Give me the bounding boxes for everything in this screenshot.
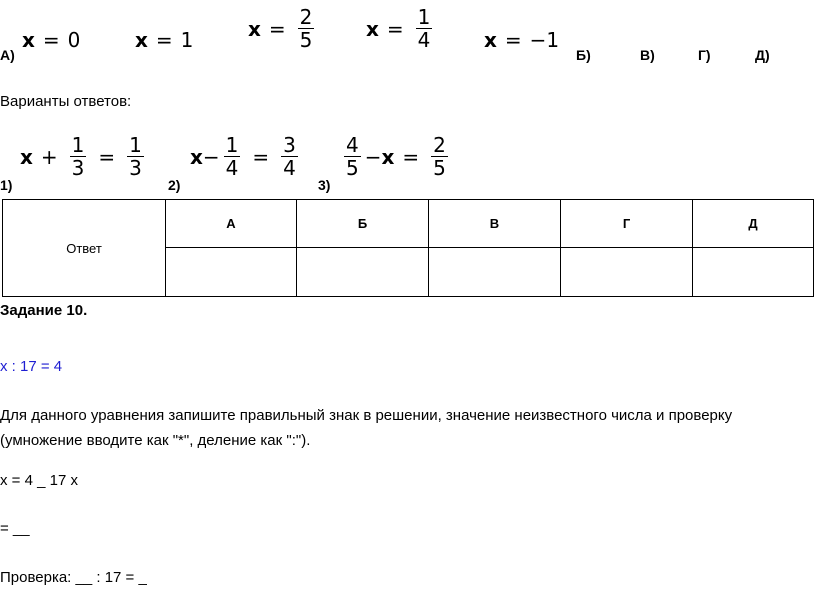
answer-cell-v[interactable] (429, 248, 561, 297)
task-equation: x : 17 = 4 (0, 358, 63, 375)
answer-3-equation: $\frac{4}{5}$ − x = $\frac{2}{5}$ (346, 133, 446, 180)
fraction: $\frac{4}{5}$ (346, 133, 359, 180)
answer-cell-g[interactable] (561, 248, 693, 297)
check-line: Проверка: __ : 17 = _ (0, 569, 147, 586)
fraction: $\frac{2}{5}$ (299, 5, 313, 52)
fraction: $\frac{3}{4}$ (283, 133, 296, 180)
task-title: Задание 10. (0, 302, 88, 319)
label-v: В) (640, 47, 655, 63)
answer-1-equation: x + $\frac{1}{3}$ = $\frac{1}{3}$ (20, 133, 142, 180)
fraction: $\frac{1}{3}$ (71, 133, 85, 180)
table-header-g: Г (561, 200, 693, 248)
answer-1-label: 1) (0, 177, 13, 193)
solution-line: x = 4 _ 17 x (0, 472, 78, 489)
fraction: $\frac{2}{5}$ (433, 133, 446, 180)
answer-2-equation: x − $\frac{1}{4}$ = $\frac{3}{4}$ (190, 133, 296, 180)
answer-cell-d[interactable] (693, 248, 814, 297)
equation-x-1-4: x = $\frac{1}{4}$ (366, 5, 431, 52)
label-a: А) (0, 47, 15, 63)
answer-cell-b[interactable] (297, 248, 429, 297)
equation-x-minus-1: x = −1 (484, 28, 560, 52)
fraction: $\frac{1}{4}$ (225, 133, 239, 180)
table-header-a: А (166, 200, 297, 248)
answer-row-label: Ответ (3, 200, 166, 297)
table-header-d: Д (693, 200, 814, 248)
table-header-v: В (429, 200, 561, 248)
fraction: $\frac{1}{4}$ (417, 5, 431, 52)
variants-title: Варианты ответов: (0, 93, 132, 110)
task-instruction-line1: Для данного уравнения запишите правильный знак в решении, значение неизвестного числа и проверку (0, 407, 733, 424)
equation-x-1: x = 1 (135, 28, 194, 52)
label-d: Д) (755, 47, 770, 63)
task-instruction-line2: (умножение вводите как "*", деление как ":"). (0, 432, 311, 449)
answer-cell-a[interactable] (166, 248, 297, 297)
label-g: Г) (698, 47, 711, 63)
equation-x-0: x = 0 (22, 28, 81, 52)
fraction: $\frac{1}{3}$ (129, 133, 142, 180)
equation-x-2-5: x = $\frac{2}{5}$ (248, 5, 313, 52)
table-header-b: Б (297, 200, 429, 248)
answer-2-label: 2) (168, 177, 181, 193)
label-b: Б) (576, 47, 591, 63)
answer-3-label: 3) (318, 177, 331, 193)
result-line: = __ (0, 520, 30, 537)
answer-table (2, 199, 814, 297)
